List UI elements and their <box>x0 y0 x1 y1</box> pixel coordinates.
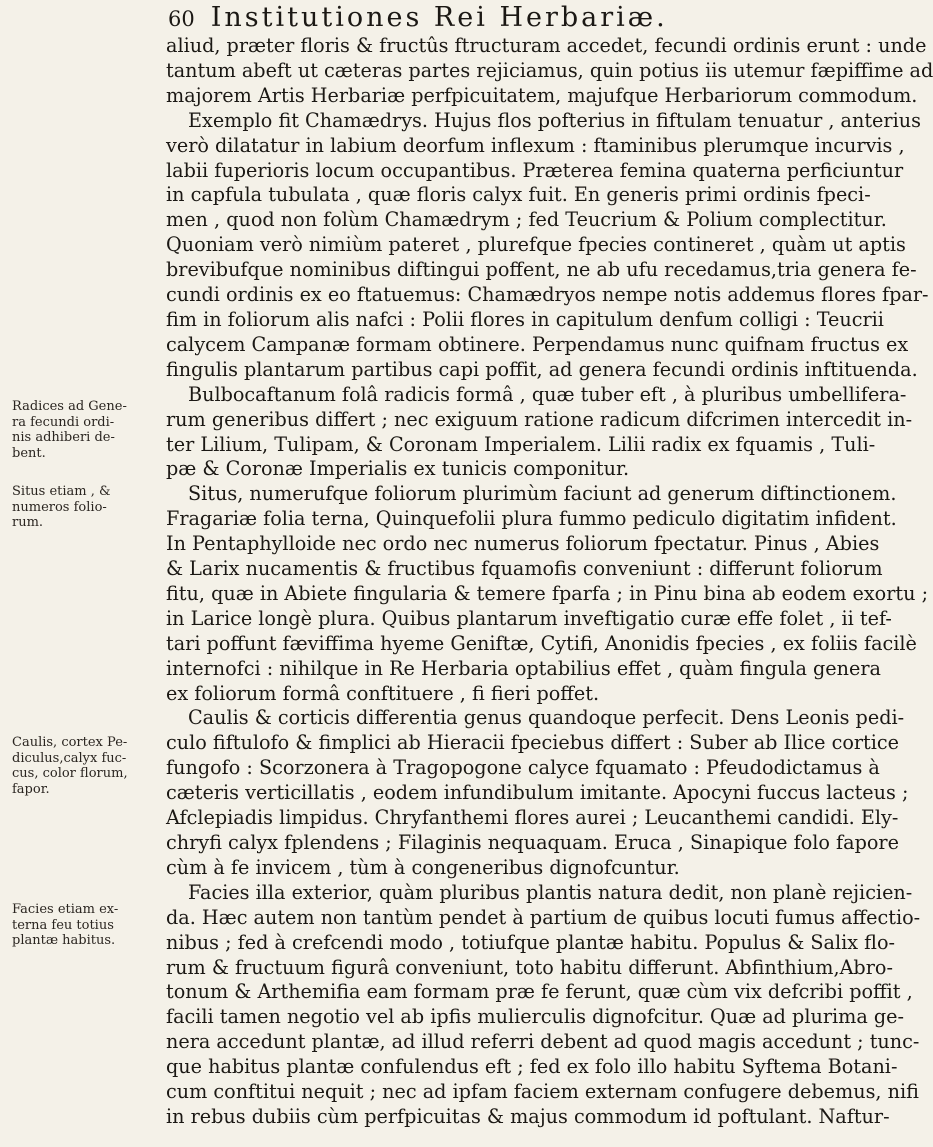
text-line: Caulis & corticis differentia genus quandoque perfecit. Dens Leonis pedi- <box>188 706 905 730</box>
text-line: nibus ; fed à crefcendi modo , totiufque plantæ habitu. Populus & Salix flo- <box>166 930 896 954</box>
text-line: in rebus dubiis cùm perfpicuitas & majus commodum id poftulant. Naftur- <box>166 1104 890 1128</box>
text-line: fim in foliorum alis nafci : Polii flores in capitulum denfum colligi : Teucrii <box>166 307 884 331</box>
margin-note-caulis: Caulis, cortex Pe- diculus,calyx fuc- cus, color florum, fapor. <box>12 735 128 797</box>
text-line: in capfula tubulata , quæ floris calyx fuit. En generis primi ordinis fpeci- <box>166 183 871 207</box>
text-line: verò dilatatur in labium deorfum inflexum : ftaminibus plerumque incurvis , <box>166 133 905 157</box>
text-line: Exemplo fit Chamædrys. Hujus flos pofterius in fiftulam tenuatur , anterius <box>188 108 921 132</box>
text-line: rum generibus differt ; nec exiguum ratione radicum difcrimen intercedit in- <box>166 407 913 431</box>
text-line: ex foliorum formâ conftituere , fi fieri poffet. <box>166 681 600 705</box>
margin-note-facies: Facies etiam ex- terna feu totius plantæ habitus. <box>12 902 119 948</box>
page-number: 60 <box>168 7 195 31</box>
text-line: & Larix nucamentis & fructibus fquamofis conveniunt : differunt foliorum <box>166 557 883 581</box>
text-line: tantum abeft ut cæteras partes rejiciamus, quin potius iis utemur fæpiffime ad <box>166 58 933 82</box>
text-line: rum & fructuum figurâ conveniunt, toto habitu differunt. Abfinthium,Abro- <box>166 955 893 979</box>
text-line: cùm à fe invicem , tùm à congeneribus dignofcuntur. <box>166 855 680 879</box>
running-header <box>168 2 778 34</box>
text-line: Fragariæ folia terna, Quinquefolii plura fummo pediculo digitatim infident. <box>166 507 897 531</box>
text-line: facili tamen negotio vel ab ipfis mulierculis dignofcitur. Quæ ad plurima ge- <box>166 1005 904 1029</box>
text-line: chryfi calyx fplendens ; Filaginis nequaquam. Eruca , Sinapique folo fapore <box>166 831 899 854</box>
text-line: pæ & Coronæ Imperialis ex tunicis componitur. <box>166 457 630 481</box>
text-line: Quoniam verò nimiùm pateret , plurefque fpecies contineret , quàm ut aptis <box>166 233 906 257</box>
text-line: Facies illa exterior, quàm pluribus plantis natura dedit, non planè rejicien- <box>188 880 913 904</box>
body-text <box>166 34 933 1130</box>
text-line: In Pentaphylloide nec ordo nec numerus foliorum fpectatur. Pinus , Abies <box>166 532 880 556</box>
text-line: tari poffunt fæviffima hyeme Geniftæ, Cytifi, Anonidis fpecies , ex foliis facilè <box>166 631 917 655</box>
text-line: cæteris verticillatis , eodem infundibulum imitante. Apocyni fuccus lacteus ; <box>166 781 909 805</box>
text-line: que habitus plantæ confulendus eft ; fed ex folo illo habitu Syftema Botani- <box>166 1055 898 1079</box>
text-line: Afclepiadis limpidus. Chryfanthemi flores aurei ; Leucanthemi candidi. Ely- <box>166 806 899 830</box>
text-line: calycem Campanæ formam obtinere. Perpendamus nunc quifnam fructus ex <box>166 332 909 356</box>
text-line: labii fuperioris locum occupantibus. Præterea femina quaterna perficiuntur <box>166 158 904 182</box>
text-line: men , quod non folùm Chamædrym ; fed Teucrium & Polium complectitur. <box>166 208 887 232</box>
margin-note-radices: Radices ad Gene- ra fecundi ordi- nis adhiberi de- bent. <box>12 399 127 461</box>
text-line: internofci : nihilque in Re Herbaria optabilius effet , quàm fingula genera <box>166 656 881 680</box>
text-line: Bulbocaftanum folâ radicis formâ , quæ tuber eft , à pluribus umbellifera- <box>188 382 907 406</box>
text-line: nera accedunt plantæ, ad illud referri debent ad quod magis accedunt ; tunc- <box>166 1030 920 1054</box>
text-line: fungofo : Scorzonera à Tragopogone calyce fquamato : Pfeudodictamus à <box>166 756 880 780</box>
text-line: da. Hæc autem non tantùm pendet à partium de quibus locuti fumus affectio- <box>166 905 921 929</box>
text-line: in Larice longè plura. Quibus plantarum inveftigatio curæ effe folet , ii tef- <box>166 606 892 630</box>
text-line: culo fiftulofo & fimplici ab Hieracii fpeciebus differt : Suber ab Ilice cortice <box>166 731 900 755</box>
margin-note-situs: Situs etiam , & numeros folio- rum. <box>12 484 111 530</box>
text-line: ter Lilium, Tulipam, & Coronam Imperialem. Lilii radix ex fquamis , Tuli- <box>166 432 876 456</box>
text-line: cum conftitui nequit ; nec ad ipfam faciem externam confugere debemus, nifi <box>166 1080 919 1104</box>
text-line: aliud, præter floris & fructûs ftructuram accedet, fecundi ordinis erunt : unde <box>166 34 927 57</box>
running-title: Institutiones Rei Herbariæ. <box>210 2 668 33</box>
text-line: brevibufque nominibus diftingui poffent, ne ab ufu recedamus,tria genera fe- <box>166 258 917 282</box>
text-line: tonum & Arthemifia eam formam præ fe ferunt, quæ cùm vix defcribi poffit , <box>166 980 913 1004</box>
text-line: fitu, quæ in Abiete fingularia & temere fparfa ; in Pinu bina ab eodem exortu ; <box>166 581 929 605</box>
text-line: fingulis plantarum partibus capi poffit, ad genera fecundi ordinis inftituenda. <box>166 357 918 381</box>
text-line: cundi ordinis ex eo ftatuemus: Chamædryos nempe notis addemus flores fpar- <box>166 283 929 307</box>
text-line: majorem Artis Herbariæ perfpicuitatem, majufque Herbariorum commodum. <box>166 83 918 107</box>
text-line: Situs, numerufque foliorum plurimùm faciunt ad generum diftinctionem. <box>188 482 897 506</box>
